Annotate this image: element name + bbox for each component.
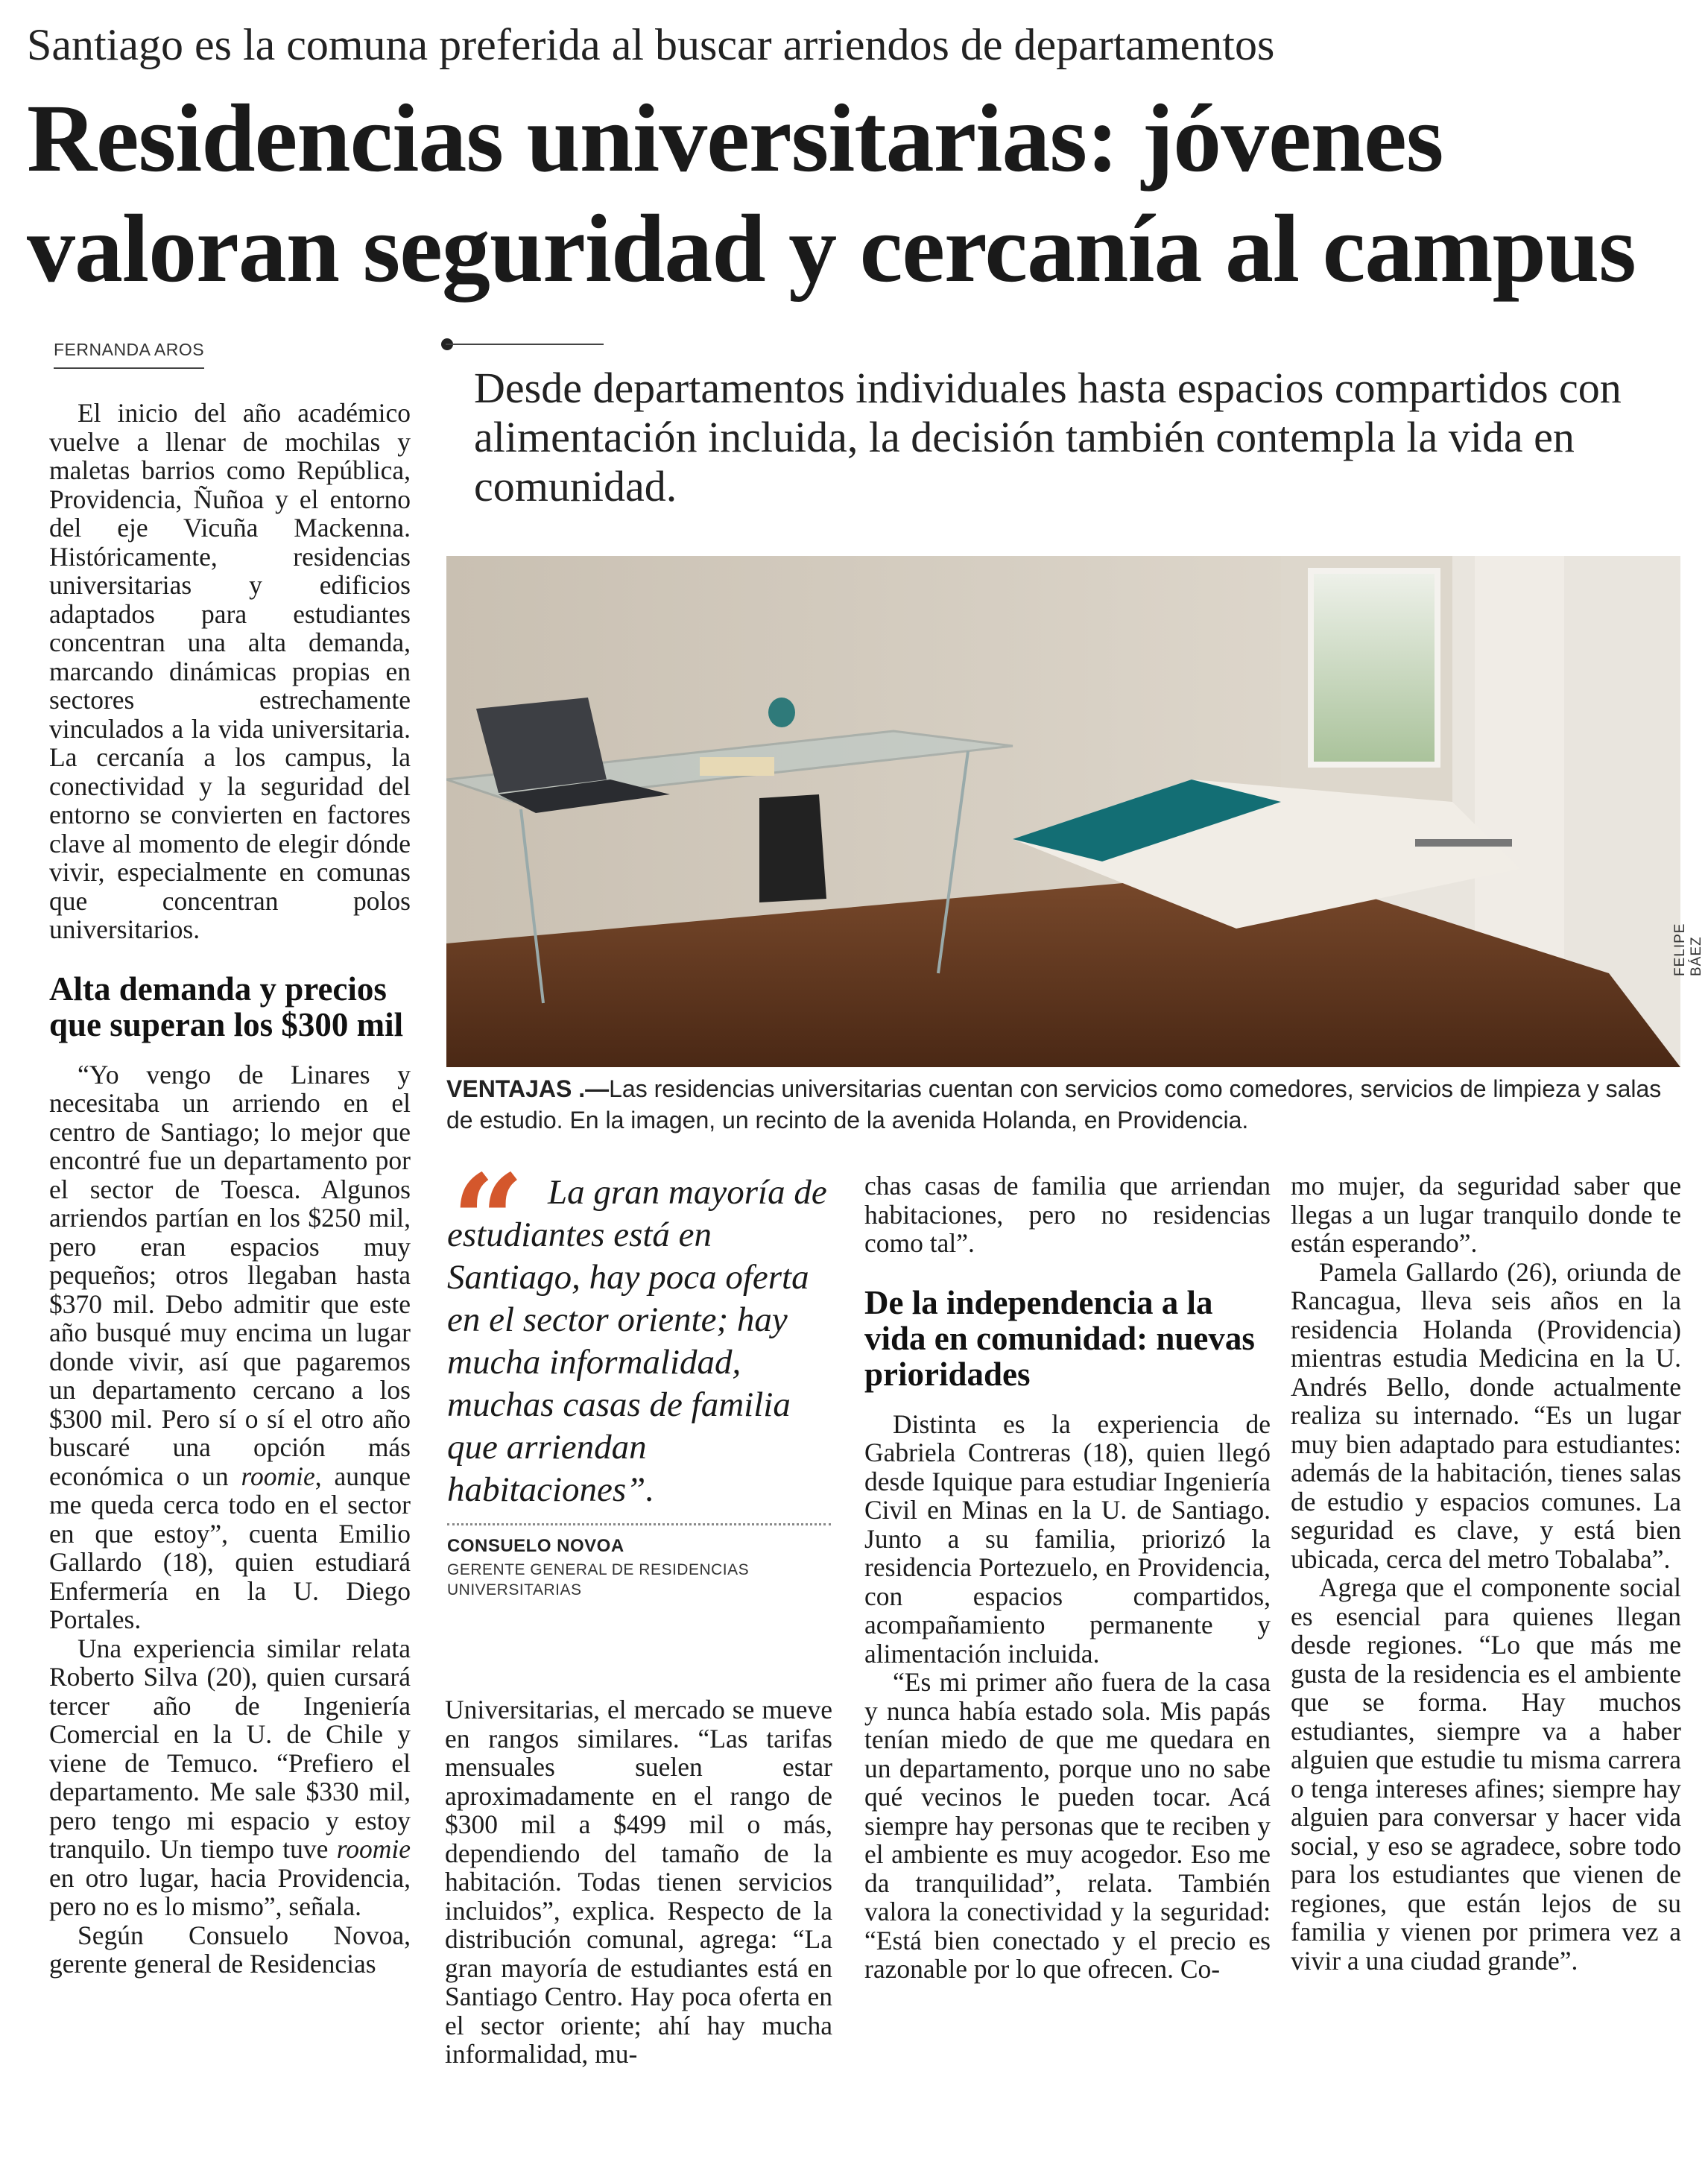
paragraph: mo mujer, da seguridad saber que llegas a un lugar tranquilo donde te están esperando”. [1291, 1171, 1681, 1258]
paragraph: Agrega que el componente social es esencial para quienes llegan desde regiones. “Lo que más me gusta de la residencia es el ambiente que se forma. Hay muchos estudiantes, siempre va a haber alguien que estudie tu misma carrera o tenga intereses afines; siempre hay alguien para conversar y hacer vida social, y eso se agradece, sobre todo para los estudiantes que vienen de regiones, que están lejos de su familia y vienen por primera vez a vivir a una ciudad grande”. [1291, 1572, 1681, 1976]
photo-caption [446, 1073, 1683, 1136]
paragraph: Pamela Gallardo (26), oriunda de Rancagua, lleva seis años en la residencia Holanda (Providencia) mientras estudia Medicina en la U. Andrés Bello, donde actualmente realiza su internado. “Es un lugar muy bien adaptado para estudiantes: además de la habitación, tienes salas de estudio y espacios comunes. La seguridad es clave, y está bien ubicada, cerca del metro Tobalaba”. [1291, 1256, 1681, 1574]
pull-quote-divider [447, 1523, 831, 1525]
kicker: Santiago es la comuna preferida al buscar arriendos de departamentos [27, 20, 1275, 69]
pull-quote [447, 1147, 831, 1600]
room-photo [446, 556, 1680, 1067]
byline: FERNANDA AROS [54, 340, 204, 369]
article-column-4 [1291, 1171, 1681, 1975]
paragraph: chas casas de familia que arriendan habitaciones, pero no residencias como tal”. [864, 1171, 1271, 1258]
subhead: De la independencia a la vida en comunidad: nuevas prioridades [864, 1283, 1255, 1393]
paragraph: Según Consuelo Novoa, gerente general de Residencias [49, 1920, 411, 1979]
room-illustration [446, 556, 1680, 1067]
quote-mark-icon: “ [452, 1147, 525, 1296]
caption-text: Las residencias universitarias cuentan con servicios como comedores, servicios de limpieza y salas de estudio. En la imagen, un recinto de la avenida Holanda, en Providencia. [446, 1075, 1662, 1133]
photo-credit: FELIPE BÁEZ [1672, 923, 1704, 976]
paragraph: Distinta es la experiencia de Gabriela Contreras (18), quien llegó desde Iquique para estudiar Ingeniería Civil en Minas en la U. de Santiago. Junto a su familia, priorizó la residencia Portezuelo, en Providencia, con espacios compartidos, acompañamiento permanente y alimentación incluida. [864, 1408, 1271, 1669]
paragraph: “Yo vengo de Linares y necesitaba un arriendo en el centro de Santiago; lo mejor que encontré fue un departamento por el sector de Toesca. Algunos arriendos partían en los $250 mil, pero eran espacios muy pequeños; otros llegaban hasta $370 mil. Debo admitir que este año busqué muy encima un lugar donde vivir, así que pagaremos un departamento cercano a los $300 mil. Pero sí o sí el otro año buscaré una opción más económica o un roomie, aunque me queda cerca todo en el sector en que estoy”, cuenta Emilio Gallardo (18), quien estudiará Enfermería en la U. Diego Portales. [49, 1059, 411, 1634]
article-column-3 [864, 1171, 1271, 1984]
paragraph: Una experiencia similar relata Roberto Silva (20), quien cursará tercer año de Ingeniería Comercial en la U. de Chile y viene de Temuco. “Prefiero el departamento. Me sale $330 mil, pero tengo mi espacio y estoy tranquilo. Un tiempo tuve roomie en otro lugar, hacia Providencia, pero no es lo mismo”, señala. [49, 1633, 411, 1921]
subhead: Alta demanda y precios que superan los $300 mil [49, 970, 404, 1043]
article-column-2 [445, 1695, 832, 2069]
pull-quote-name: CONSUELO NOVOA [447, 1536, 624, 1556]
paragraph: “Es mi primer año fuera de la casa y nunca había estado sola. Mis papás tenían miedo de que me quedara en un departamento, porque uno no sabe qué vecinos le pueden tocar. Acá siempre hay personas que te reciben y el ambiente es muy acogedor. Eso me da tranquilidad”, relata. También valora la conectividad y la seguridad: “Está bien conectado y el precio es razonable por lo que ofrecen. Co- [864, 1667, 1271, 1984]
headline: Residencias universitarias: jóvenes valoran seguridad y cercanía al campus [27, 85, 1636, 303]
pull-quote-text: La gran mayoría de estudiantes está en Santiago, hay poca oferta en el sector oriente; hay mucha informalidad, muchas casas de familia que arriendan habitaciones”. [447, 1173, 827, 1509]
article-column-1 [49, 399, 411, 1979]
paragraph: Universitarias, el mercado se mueve en rangos similares. “Las tarifas mensuales suelen estar aproximadamente en el rango de $300 mil a $499 mil o más, dependiendo del tamaño de la habitación. Todas tienen servicios incluidos”, explica. Respecto de la distribución comunal, agrega: “La gran mayoría de estudiantes está en Santiago Centro. Hay poca oferta en el sector oriente; ahí hay mucha informalidad, mu- [445, 1695, 832, 2069]
paragraph: El inicio del año académico vuelve a llenar de mochilas y maletas barrios como República, Providencia, Ñuñoa y el entorno del eje Vicuña Mackenna. Históricamente, residencias universitarias y edificios adaptados para estudiantes concentran una alta demanda, marcando dinámicas propias en sectores estrechamente vinculados a la vida universitaria. La cercanía a los campus, la conectividad y la seguridad del entorno se convierten en factores clave al momento de elegir dónde vivir, especialmente en comunas que concentran polos universitarios. [49, 398, 411, 944]
deck-rule [446, 344, 604, 345]
pull-quote-role: GERENTE GENERAL DE RESIDENCIAS UNIVERSITARIAS [447, 1561, 750, 1598]
deck: Desde departamentos individuales hasta espacios compartidos con alimentación incluida, la decisión también contempla la vida en comunidad. [474, 364, 1622, 510]
caption-label: VENTAJAS .— [446, 1075, 610, 1102]
